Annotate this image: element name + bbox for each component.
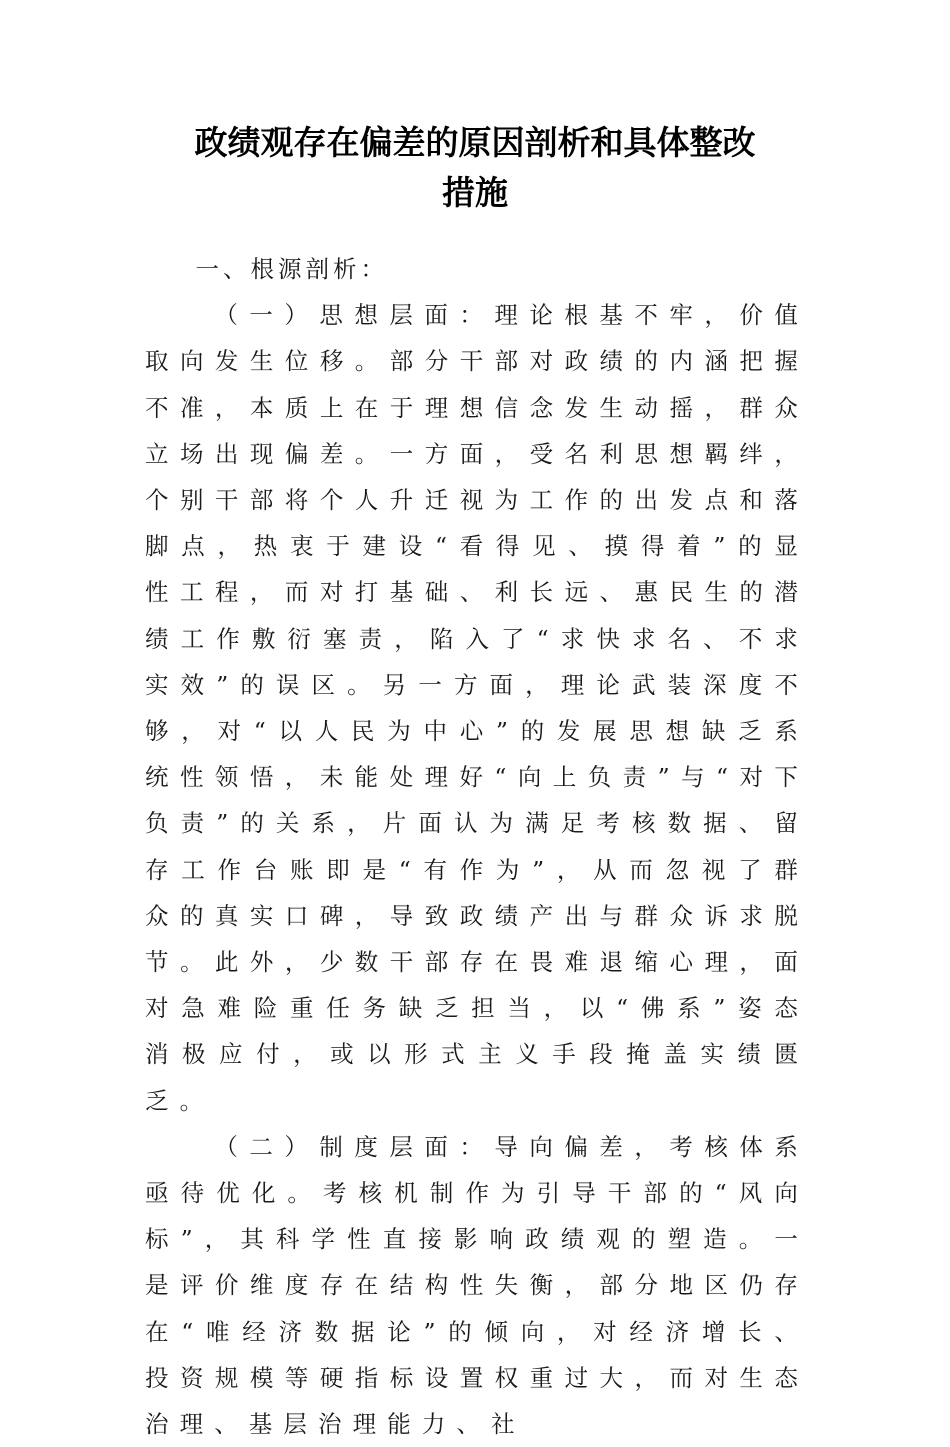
document-body bbox=[145, 246, 809, 1447]
section-heading-root-cause: 一、根源剖析： bbox=[195, 255, 389, 283]
paragraph-ideological-level: （一）思想层面：理论根基不牢，价值取向发生位移。部分干部对政绩的内涵把握不准，本质上在于理想信念发生动摇，群众立场出现偏差。一方面，受名利思想羁绊，个别干部将个人升迁视为工作的出发点和落脚点，热衷于建设“看得见、摸得着”的显性工程，而对打基础、利长远、惠民生的潜绩工作敷衍塞责，陷入了“求快求名、不求实效”的误区。另一方面，理论武装深度不够，对“以人民为中心”的发展思想缺乏系统性领悟，未能处理好“向上负责”与“对下负责”的关系，片面认为满足考核数据、留存工作台账即是“有作为”，从而忽视了群众的真实口碑，导致政绩产出与群众诉求脱节。此外，少数干部存在畏难退缩心理，面对急难险重任务缺乏担当，以“佛系”姿态消极应付，或以形式主义手段掩盖实绩匮乏。 bbox=[145, 301, 809, 1115]
title-line-1: 政绩观存在偏差的原因剖析和具体整改 bbox=[194, 123, 756, 162]
document-title bbox=[145, 118, 805, 218]
paragraph-institutional-level: （二）制度层面：导向偏差，考核体系亟待优化。考核机制作为引导干部的“风向标”，其科学性直接影响政绩观的塑造。一是评价维度存在结构性失衡，部分地区仍存在“唯经济数据论”的倾向，对经济增长、投资规模等硬指标设置权重过大，而对生态治理、基层治理能力、社 bbox=[145, 1132, 809, 1439]
title-line-2: 措施 bbox=[442, 173, 508, 212]
